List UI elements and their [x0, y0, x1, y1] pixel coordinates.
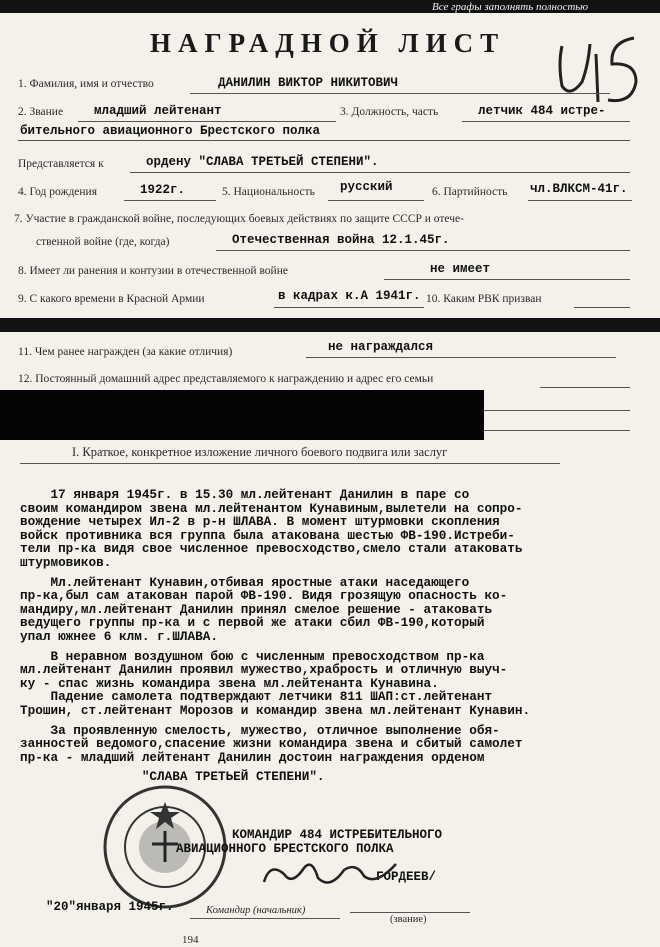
field-5-label: 5. Национальность: [222, 186, 315, 198]
field-3-value-cont: бительного авиационного Брестского полка: [20, 124, 321, 138]
rank-caption: (звание): [390, 914, 427, 925]
field-9-label: 9. С какого времени в Красной Армии: [18, 293, 205, 305]
field-2-line: [78, 121, 336, 122]
field-9-value: в кадрах к.А 1941г.: [278, 289, 421, 303]
narrative-line: Мл.лейтенант Кунавин,отбивая яростные атаки наседающего: [20, 574, 470, 590]
field-2-value: младший лейтенант: [94, 104, 222, 118]
commander-signature: [260, 852, 400, 896]
field-11-line: [306, 357, 616, 358]
field-7-line: [216, 250, 630, 251]
scan-edge-band: [0, 318, 660, 332]
present-value: ордену "СЛАВА ТРЕТЬЕЙ СТЕПЕНИ".: [146, 155, 379, 169]
field-5-value: русский: [340, 180, 393, 194]
present-line: [130, 172, 630, 173]
narrative-line: "СЛАВА ТРЕТЬЕЙ СТЕПЕНИ".: [20, 769, 325, 785]
field-6-line: [528, 200, 632, 201]
narrative-line: войск противника вся группа была атакована шестью ФВ-190.Истреби-: [20, 527, 515, 543]
section-title-line: [20, 463, 560, 464]
field-4-label: 4. Год рождения: [18, 186, 97, 198]
field-11-value: не награждался: [328, 340, 434, 354]
page-title: НАГРАДНОЙ ЛИСТ: [150, 28, 506, 58]
narrative-line: ку - спас жизнь командира звена мл.лейтенанта Кунавина.: [20, 675, 439, 691]
narrative-line: В неравном воздушном бою с численным превосходством пр-ка: [20, 648, 485, 664]
field-2-label: 2. Звание: [18, 106, 64, 118]
field-3-value: летчик 484 истре-: [478, 104, 606, 118]
narrative-line: тели пр-ка видя свое численное превосходство,смело стали атаковать: [20, 541, 523, 557]
narrative-line: пр-ка,был сам атакован парой ФВ-190. Видя грозящую опасность ко-: [20, 588, 508, 604]
commander-name: ГОРДЕЕВ/: [376, 870, 437, 884]
field-12-line-cont-2: [484, 430, 630, 431]
commander-caption: Командир (начальник): [206, 905, 306, 916]
rank-line: [350, 912, 470, 913]
commander-line-2: АВИАЦИОННОГО БРЕСТСКОГО ПОЛКА: [176, 842, 394, 856]
narrative-line: Трошин, ст.лейтенант Морозов и командир звена мл.лейтенант Кунавин.: [20, 702, 531, 718]
date-value: "20"января 1945г.: [46, 900, 174, 914]
handwritten-number-mark: [548, 24, 648, 114]
field-5-line: [328, 200, 424, 201]
narrative-line: За проявленную смелость, мужество, отличное выполнение обя-: [20, 722, 500, 738]
narrative-line: мл.лейтенант Данилин проявил мужество,храбрость и отличную выуч-: [20, 662, 508, 678]
field-12-label: 12. Постоянный домашний адрес представляемого к награждению и адрес его семьи: [18, 373, 434, 385]
present-label: Представляется к: [18, 158, 104, 170]
field-4-value: 1922г.: [140, 183, 186, 197]
redaction-block: [0, 390, 484, 440]
field-8-label: 8. Имеет ли ранения и контузии в отечественной войне: [18, 265, 288, 277]
field-11-label: 11. Чем ранее награжден (за какие отличия): [18, 346, 233, 358]
commander-line-1: КОМАНДИР 484 ИСТРЕБИТЕЛЬНОГО: [232, 828, 443, 842]
field-1-label: 1. Фамилия, имя и отчество: [18, 78, 154, 90]
field-8-value: не имеет: [430, 262, 491, 276]
field-12-line-cont: [484, 410, 630, 411]
narrative-line: пр-ка - младший лейтенант Данилин достоин награждения орденом: [20, 749, 485, 765]
narrative-line: мандиру,мл.лейтенант Данилин принял смелое решение - атаковать: [20, 601, 493, 617]
narrative-line: вождение четырех Ил-2 в р-н ШЛАВА. В момент штурмовки скопления: [20, 514, 500, 530]
field-7-value: Отечественная война 12.1.45г.: [232, 233, 450, 247]
field-8-line: [384, 279, 630, 280]
section-title: I. Краткое, конкретное изложение личного боевого подвига или заслуг: [72, 445, 448, 459]
field-7-label-cont: ственной войне (где, когда): [36, 236, 170, 248]
field-4-line: [124, 200, 216, 201]
field-7-label: 7. Участие в гражданской войне, последующих боевых действиях по защите СССР и отече-: [14, 213, 464, 225]
narrative-line: штурмовиков.: [20, 554, 112, 570]
field-9-line: [274, 307, 424, 308]
field-10-line: [574, 307, 630, 308]
field-1-line: [190, 93, 610, 94]
field-3-label: 3. Должность, часть: [340, 106, 439, 118]
narrative-line: ведущего группы пр-ка и с первой же атаки сбил ФВ-190,который: [20, 615, 485, 631]
field-3-line: [462, 121, 630, 122]
commander-caption-line: [190, 918, 340, 919]
field-10-label: 10. Каким РВК призван: [426, 293, 542, 305]
field-12-line: [540, 387, 630, 388]
top-note: Все графы заполнять полностью: [432, 1, 589, 13]
year-stub: 194: [182, 934, 199, 946]
field-6-value: чл.ВЛКСМ-41г.: [530, 182, 628, 196]
narrative-line: занностей ведомого,спасение жизни командира звена и сбитый самолет: [20, 736, 523, 752]
narrative-line: Падение самолета подтверждают летчики 811 ШАП:ст.лейтенант: [20, 689, 493, 705]
field-6-label: 6. Партийность: [432, 186, 508, 198]
narrative-block: [20, 488, 530, 784]
field-3-line-cont: [18, 140, 630, 141]
narrative-line: упал южнее 6 клм. г.ШЛАВА.: [20, 628, 218, 644]
narrative-line: 17 января 1945г. в 15.30 мл.лейтенант Данилин в паре со: [20, 487, 470, 502]
field-1-value: ДАНИЛИН ВИКТОР НИКИТОВИЧ: [218, 76, 399, 90]
narrative-line: своим командиром звена мл.лейтенантом Кунавиным,вылетели на сопро-: [20, 500, 523, 516]
